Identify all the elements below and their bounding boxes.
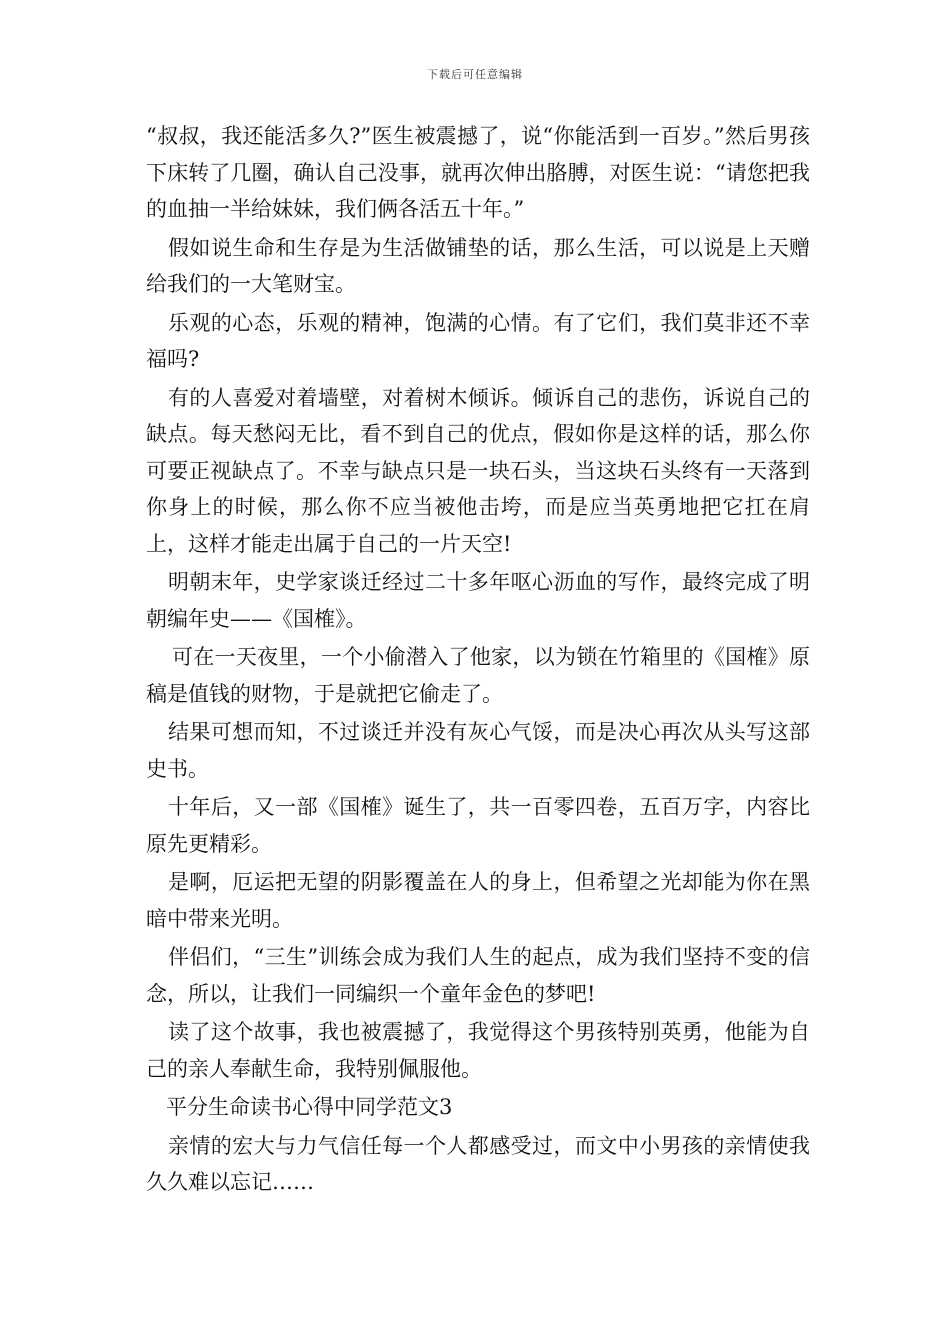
paragraph-9: 是啊，厄运把无望的阴影覆盖在人的身上，但希望之光却能为你在黑暗中带来光明。: [146, 870, 810, 931]
paragraph-3: 乐观的心态，乐观的精神，饱满的心情。有了它们，我们莫非还不幸福吗?: [146, 310, 810, 371]
page-header: 下载后可任意编辑: [427, 68, 523, 81]
paragraph-8: 十年后，又一部《国榷》诞生了，共一百零四卷，五百万字，内容比原先更精彩。: [146, 795, 810, 856]
section-heading: 平分生命读书心得中同学范文3: [166, 1095, 453, 1119]
paragraph-7: 结果可想而知，不过谈迁并没有灰心气馁，而是决心再次从头写这部史书。: [146, 720, 810, 781]
paragraph-11: 读了这个故事，我也被震撼了，我觉得这个男孩特别英勇，他能为自己的亲人奉献生命，我特别佩服他。: [146, 1020, 810, 1081]
paragraph-5: 明朝末年，史学家谈迁经过二十多年呕心沥血的写作，最终完成了明朝编年史——《国榷》。: [146, 570, 810, 631]
document-body: [146, 118, 810, 1203]
paragraph-2: 假如说生命和生存是为生活做铺垫的话，那么生活，可以说是上天赠给我们的一大笔财宝。: [146, 235, 810, 296]
paragraph-12: 亲情的宏大与力气信任每一个人都感受过，而文中小男孩的亲情使我久久难以忘记……: [146, 1133, 810, 1194]
paragraph-10: 伴侣们，“三生”训练会成为我们人生的起点，成为我们坚持不变的信念，所以，让我们一同编织一个童年金色的梦吧!: [146, 945, 810, 1006]
paragraph-4: 有的人喜爱对着墙壁，对着树木倾诉。倾诉自己的悲伤，诉说自己的缺点。每天愁闷无比，看不到自己的优点，假如你是这样的话，那么你可要正视缺点了。不幸与缺点只是一块石头，当这块石头终有一天落到你身上的时候，那么你不应当被他击垮，而是应当英勇地把它扛在肩上，这样才能走出属于自己的一片天空!: [146, 385, 810, 556]
paragraph-1: “叔叔，我还能活多久?”医生被震撼了，说“你能活到一百岁。”然后男孩下床转了几圈，确认自己没事，就再次伸出胳膊，对医生说：“请您把我的血抽一半给妹妹，我们俩各活五十年。”: [146, 124, 810, 221]
paragraph-6: 可在一天夜里，一个小偷潜入了他家，以为锁在竹箱里的《国榷》原稿是值钱的财物，于是就把它偷走了。: [146, 645, 810, 706]
